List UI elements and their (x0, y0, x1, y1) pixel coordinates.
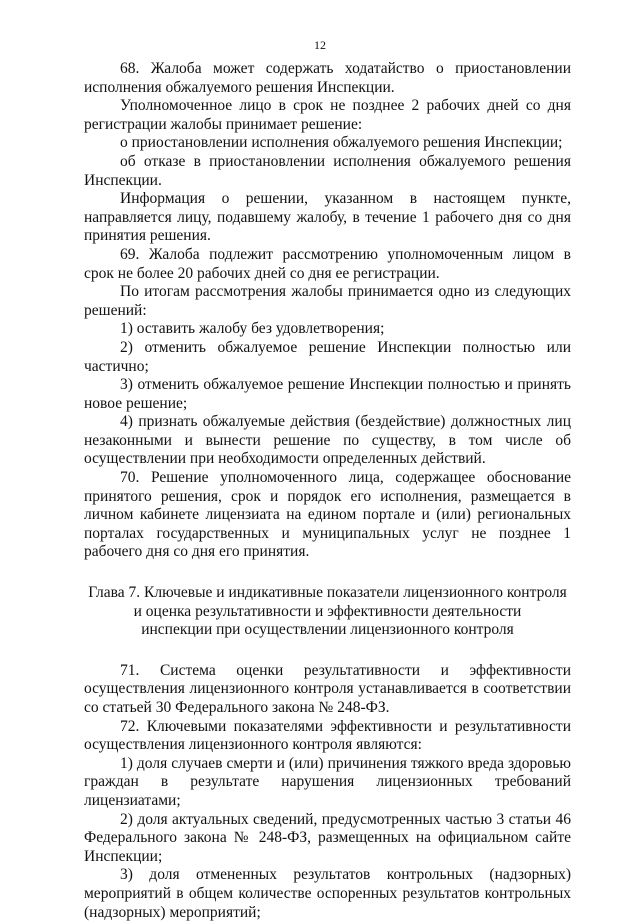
chapter-heading-line3: инспекции при осуществлении лицензионного контроля (141, 621, 514, 639)
chapter-heading-line1: Глава 7. Ключевые и индикативные показатели лицензионного контроля (88, 584, 567, 602)
paragraph-72: 72. Ключевыми показателями эффективности и результативности осуществления лицензионного контроля являются: (84, 717, 571, 754)
paragraph-68: 68. Жалоба может содержать ходатайство о приостановлении исполнения обжалуемого решения Инспекции. (84, 60, 571, 96)
list-item-4: 4) признать обжалуемые действия (бездействие) должностных лиц незаконными и вынести решение по существу, в том числе об осуществлении при необходимости определенных действий. (84, 413, 571, 468)
list-item-3: 3) отменить обжалуемое решение Инспекции полностью и принять новое решение; (84, 376, 571, 412)
list-item-1: 1) оставить жалобу без удовлетворения; (120, 320, 385, 338)
chapter-heading-line2: и оценка результативности и эффективности деятельности (133, 602, 522, 620)
paragraph-decision-intro: Уполномоченное лицо в срок не позднее 2 рабочих дней со дня регистрации жалобы принимает решение: (84, 97, 571, 133)
list-item-2: 2) отменить обжалуемое решение Инспекции полностью или частично; (84, 338, 571, 375)
paragraph-71: 71. Система оценки результативности и эффективности осуществления лицензионного контроля устанавливается в соответствии со статьей 30 Федерального закона № 248-ФЗ. (84, 661, 571, 716)
paragraph-70: 70. Решение уполномоченного лица, содержащее обоснование принятого решения, срок и порядок его исполнения, размещается в личном кабинете лицензиата на едином портале и (или) региональных порталах государственных и муниципальных услуг не позднее 1 рабочего дня со дня его принятия. (84, 469, 571, 561)
paragraph-refuse-suspend: об отказе в приостановлении исполнения обжалуемого решения Инспекции. (84, 152, 571, 189)
paragraph-69: 69. Жалоба подлежит рассмотрению уполномоченным лицом в срок не более 20 рабочих дней со дня ее регистрации. (84, 245, 571, 282)
indicator-item-1: 1) доля случаев смерти и (или) причинения тяжкого вреда здоровью граждан в результате нарушения лицензионных требований лицензиатами; (84, 754, 571, 809)
paragraph-outcomes-intro: По итогам рассмотрения жалобы принимается одно из следующих решений: (84, 283, 571, 319)
indicator-item-2: 2) доля актуальных сведений, предусмотренных частью 3 статьи 46 Федерального закона № 248-ФЗ, размещенных на официальном сайте Инспекции; (84, 810, 571, 865)
indicator-item-3: 3) доля отмененных результатов контрольных (надзорных) мероприятий в общем количестве оспоренных результатов контрольных (надзорных) мероприятий; (84, 866, 571, 921)
chapter-heading (84, 584, 571, 640)
paragraph-suspend: о приостановлении исполнения обжалуемого решения Инспекции; (120, 134, 563, 152)
document-body (84, 60, 571, 922)
page-number: 12 (314, 38, 326, 52)
paragraph-information: Информация о решении, указанном в настоящем пункте, направляется лицу, подавшему жалобу, в течение 1 рабочего дня со дня принятия решения. (84, 190, 571, 245)
